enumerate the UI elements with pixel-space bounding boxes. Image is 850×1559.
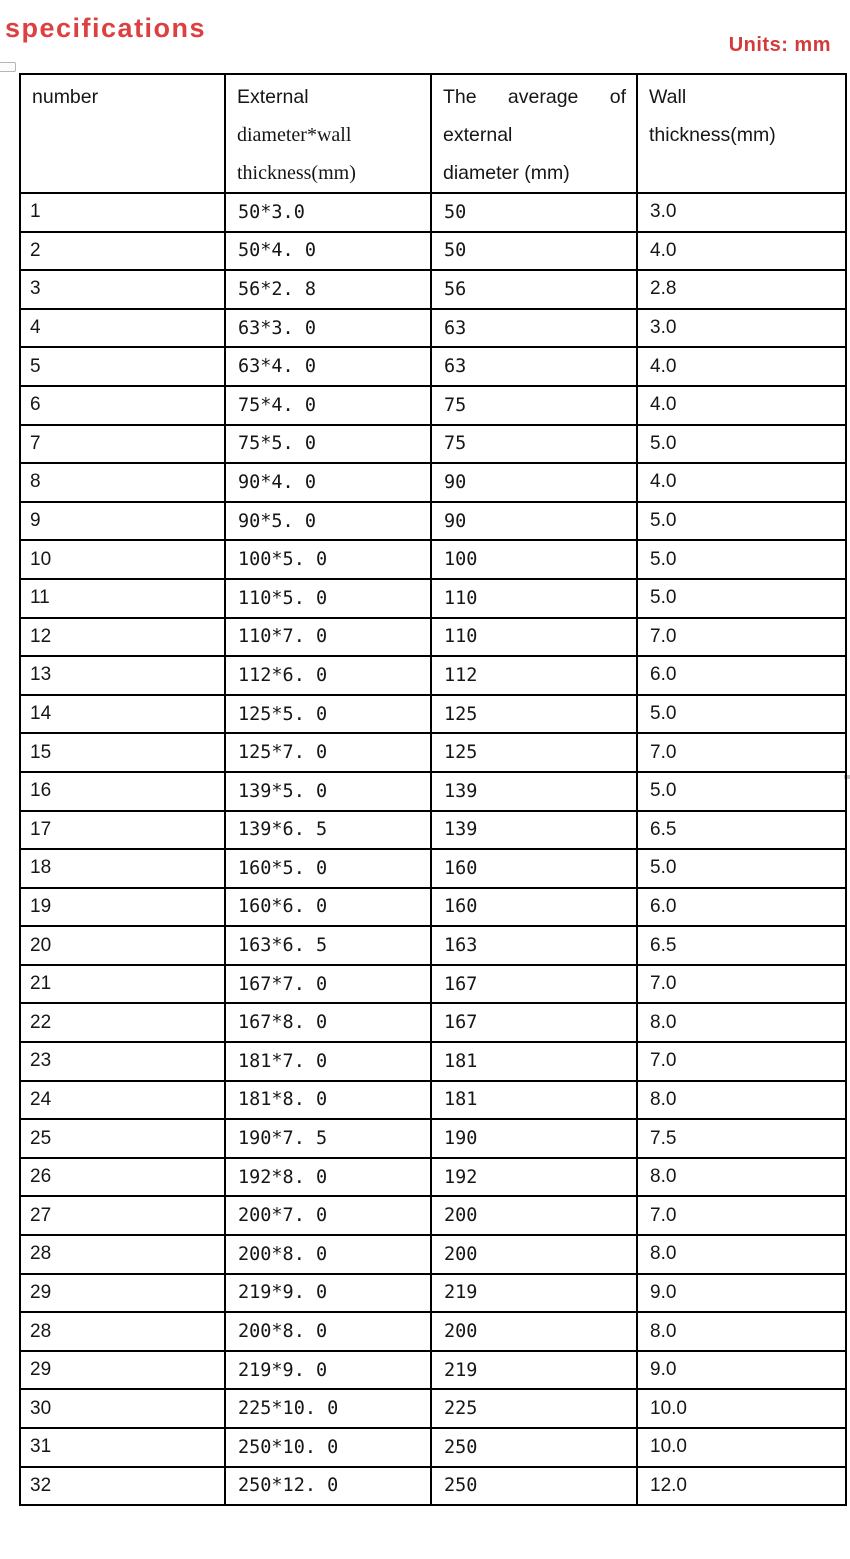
table-cell: 3.0 [637, 193, 846, 232]
table-cell: 9.0 [637, 1351, 846, 1390]
table-cell: 1 [20, 193, 225, 232]
table-cell: 200*7. 0 [225, 1196, 431, 1235]
table-cell: 200*8. 0 [225, 1312, 431, 1351]
table-cell: 250*10. 0 [225, 1428, 431, 1467]
table-cell: 5.0 [637, 425, 846, 464]
table-cell: 31 [20, 1428, 225, 1467]
table-cell: 225 [431, 1389, 637, 1428]
table-cell: 192 [431, 1158, 637, 1197]
table-row [20, 926, 846, 965]
table-cell: 181*8. 0 [225, 1081, 431, 1120]
table-cell: 56*2. 8 [225, 270, 431, 309]
table-cell: 16 [20, 772, 225, 811]
header-line: Wall [649, 86, 687, 108]
col-header-average-external-diameter [431, 74, 637, 193]
header-line: thickness(mm) [237, 162, 356, 184]
table-cell: 163*6. 5 [225, 926, 431, 965]
table-cell: 5.0 [637, 502, 846, 541]
table-cell: 25 [20, 1119, 225, 1158]
table-row [20, 733, 846, 772]
table-cell: 7.5 [637, 1119, 846, 1158]
table-row [20, 1196, 846, 1235]
table-cell: 181 [431, 1081, 637, 1120]
table-row [20, 888, 846, 927]
table-row [20, 1467, 846, 1506]
table-cell: 192*8. 0 [225, 1158, 431, 1197]
table-cell: 50 [431, 193, 637, 232]
table-cell: 63 [431, 309, 637, 348]
table-cell: 4.0 [637, 386, 846, 425]
table-cell: 7.0 [637, 1042, 846, 1081]
table-cell: 160 [431, 849, 637, 888]
table-cell: 90 [431, 463, 637, 502]
table-cell: 167*8. 0 [225, 1003, 431, 1042]
col-header-number [20, 74, 225, 193]
table-cell: 110*5. 0 [225, 579, 431, 618]
table-cell: 63*4. 0 [225, 347, 431, 386]
table-cell: 219*9. 0 [225, 1351, 431, 1390]
table-cell: 27 [20, 1196, 225, 1235]
table-cell: 8 [20, 463, 225, 502]
table-cell: 8.0 [637, 1158, 846, 1197]
col-header-wall-thickness [637, 74, 846, 193]
table-cell: 75 [431, 386, 637, 425]
table-row [20, 1003, 846, 1042]
table-cell: 250*12. 0 [225, 1467, 431, 1506]
table-cell: 167*7. 0 [225, 965, 431, 1004]
table-row [20, 695, 846, 734]
table-cell: 29 [20, 1274, 225, 1313]
table-cell: 139 [431, 811, 637, 850]
table-cell: 219 [431, 1274, 637, 1313]
table-cell: 7 [20, 425, 225, 464]
table-cell: 3 [20, 270, 225, 309]
table-cell: 5 [20, 347, 225, 386]
table-cell: 5.0 [637, 849, 846, 888]
table-row [20, 1312, 846, 1351]
header-line: thickness(mm) [649, 124, 776, 146]
table-cell: 110 [431, 579, 637, 618]
table-cell: 5.0 [637, 772, 846, 811]
table-handle-artifact [0, 62, 16, 72]
table-row [20, 1428, 846, 1467]
table-cell: 20 [20, 926, 225, 965]
table-row [20, 193, 846, 232]
table-cell: 160*5. 0 [225, 849, 431, 888]
table-cell: 200 [431, 1312, 637, 1351]
table-cell: 4.0 [637, 463, 846, 502]
table-cell: 28 [20, 1235, 225, 1274]
table-cell: 112 [431, 656, 637, 695]
table-cell: 4.0 [637, 347, 846, 386]
table-cell: 112*6. 0 [225, 656, 431, 695]
table-row [20, 386, 846, 425]
header-line: External [237, 86, 309, 108]
table-cell: 6.0 [637, 656, 846, 695]
header-line: number [32, 86, 99, 108]
table-cell: 14 [20, 695, 225, 734]
table-row [20, 1351, 846, 1390]
table-cell: 24 [20, 1081, 225, 1120]
table-row [20, 656, 846, 695]
table-row [20, 1235, 846, 1274]
table-cell: 190*7. 5 [225, 1119, 431, 1158]
table-cell: 4 [20, 309, 225, 348]
table-cell: 125 [431, 733, 637, 772]
table-cell: 22 [20, 1003, 225, 1042]
table-cell: 225*10. 0 [225, 1389, 431, 1428]
table-cell: 181 [431, 1042, 637, 1081]
table-row [20, 618, 846, 657]
table-row [20, 811, 846, 850]
units-label: Units: mm [728, 34, 831, 56]
table-cell: 30 [20, 1389, 225, 1428]
table-cell: 23 [20, 1042, 225, 1081]
table-cell: 56 [431, 270, 637, 309]
table-cell: 75*4. 0 [225, 386, 431, 425]
table-cell: 181*7. 0 [225, 1042, 431, 1081]
table-header-row [20, 74, 846, 193]
header-line: diameter (mm) [443, 162, 570, 184]
table-row [20, 849, 846, 888]
table-cell: 200 [431, 1235, 637, 1274]
table-row [20, 463, 846, 502]
table-cell: 8.0 [637, 1081, 846, 1120]
table-cell: 75 [431, 425, 637, 464]
table-cell: 26 [20, 1158, 225, 1197]
table-cell: 21 [20, 965, 225, 1004]
page-title: specifications [5, 13, 207, 43]
table-cell: 90*5. 0 [225, 502, 431, 541]
table-row [20, 1274, 846, 1313]
table-cell: 8.0 [637, 1003, 846, 1042]
table-cell: 8.0 [637, 1235, 846, 1274]
table-row [20, 309, 846, 348]
table-cell: 5.0 [637, 579, 846, 618]
table-cell: 6.5 [637, 811, 846, 850]
header-line: diameter*wall [237, 124, 352, 146]
table-cell: 2.8 [637, 270, 846, 309]
table-cell: 32 [20, 1467, 225, 1506]
table-cell: 200 [431, 1196, 637, 1235]
table-cell: 90*4. 0 [225, 463, 431, 502]
table-cell: 63*3. 0 [225, 309, 431, 348]
table-row [20, 1389, 846, 1428]
table-row [20, 1081, 846, 1120]
table-cell: 6 [20, 386, 225, 425]
table-cell: 219 [431, 1351, 637, 1390]
table-cell: 50*4. 0 [225, 232, 431, 271]
table-cell: 10.0 [637, 1428, 846, 1467]
table-cell: 6.5 [637, 926, 846, 965]
table-row [20, 772, 846, 811]
col-header-external-diameter [225, 74, 431, 193]
table-cell: 100*5. 0 [225, 540, 431, 579]
table-cell: 7.0 [637, 618, 846, 657]
header-line: The average of [443, 86, 626, 108]
table-row [20, 232, 846, 271]
table-cell: 250 [431, 1428, 637, 1467]
table-cell: 4.0 [637, 232, 846, 271]
table-cell: 139 [431, 772, 637, 811]
table-cell: 163 [431, 926, 637, 965]
table-cell: 125*5. 0 [225, 695, 431, 734]
table-cell: 160*6. 0 [225, 888, 431, 927]
table-body [20, 193, 846, 1505]
table-cell: 75*5. 0 [225, 425, 431, 464]
table-cell: 110*7. 0 [225, 618, 431, 657]
table-row [20, 270, 846, 309]
table-cell: 6.0 [637, 888, 846, 927]
table-cell: 139*5. 0 [225, 772, 431, 811]
table-cell: 10.0 [637, 1389, 846, 1428]
table-cell: 3.0 [637, 309, 846, 348]
table-cell: 100 [431, 540, 637, 579]
table-row [20, 1042, 846, 1081]
table-row [20, 579, 846, 618]
table-cell: 125*7. 0 [225, 733, 431, 772]
table-cell: 13 [20, 656, 225, 695]
table-row [20, 1158, 846, 1197]
table-cell: 167 [431, 965, 637, 1004]
table-cell: 7.0 [637, 965, 846, 1004]
table-cell: 29 [20, 1351, 225, 1390]
table-cell: 7.0 [637, 1196, 846, 1235]
table-cell: 10 [20, 540, 225, 579]
table-cell: 190 [431, 1119, 637, 1158]
table-header [20, 74, 846, 193]
table-cell: 5.0 [637, 540, 846, 579]
table-cell: 7.0 [637, 733, 846, 772]
table-cell: 12.0 [637, 1467, 846, 1506]
table-cell: 18 [20, 849, 225, 888]
table-cell: 50*3.0 [225, 193, 431, 232]
table-cell: 110 [431, 618, 637, 657]
table-cell: 50 [431, 232, 637, 271]
specifications-table [19, 73, 847, 1506]
table-row [20, 347, 846, 386]
table-cell: 125 [431, 695, 637, 734]
header-line: external [443, 124, 513, 146]
table-cell: 219*9. 0 [225, 1274, 431, 1313]
table-cell: 11 [20, 579, 225, 618]
table-cell: 17 [20, 811, 225, 850]
table-cell: 12 [20, 618, 225, 657]
table-row [20, 502, 846, 541]
table-cell: 90 [431, 502, 637, 541]
table-cell: 250 [431, 1467, 637, 1506]
table-cell: 2 [20, 232, 225, 271]
table-cell: 5.0 [637, 695, 846, 734]
table-cell: 139*6. 5 [225, 811, 431, 850]
table-cell: 9 [20, 502, 225, 541]
table-cell: 167 [431, 1003, 637, 1042]
table-row [20, 1119, 846, 1158]
table-cell: 63 [431, 347, 637, 386]
table-row [20, 425, 846, 464]
table-cell: 19 [20, 888, 225, 927]
table-row [20, 540, 846, 579]
table-cell: 15 [20, 733, 225, 772]
table-cell: 9.0 [637, 1274, 846, 1313]
table-cell: 28 [20, 1312, 225, 1351]
table-cell: 200*8. 0 [225, 1235, 431, 1274]
table-row [20, 965, 846, 1004]
table-cell: 160 [431, 888, 637, 927]
table-cell: 8.0 [637, 1312, 846, 1351]
